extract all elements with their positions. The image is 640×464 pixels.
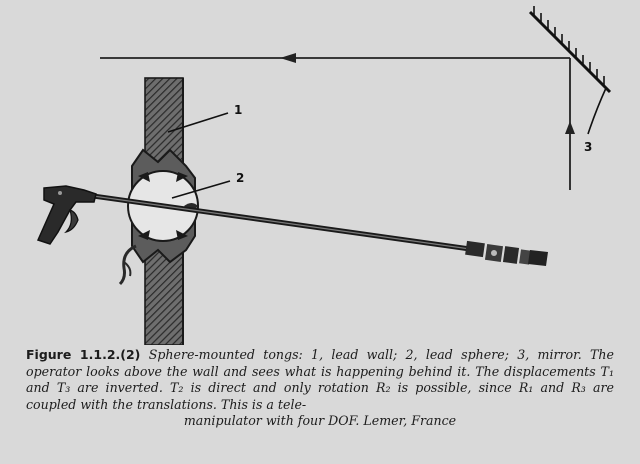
callout-3: 3 (584, 140, 593, 154)
caption-line-2: The operator looks above the wall and sees what is happening behind it. The (26, 347, 614, 379)
callout-2: 2 (236, 171, 245, 185)
caption-line-3: displacements T₁ and T₃ are inverted. T₂ is direct and only rotation R₂ is (26, 363, 614, 396)
callout-3-leader (588, 88, 606, 134)
figure-caption (26, 347, 614, 430)
caption-label: Figure 1.1.2.(2) (26, 347, 141, 362)
caption-line-4: possible, since R₁ and R₃ are coupled with the translations. This is a tele- (26, 380, 614, 412)
caption-line-1: Sphere-mounted tongs: 1, lead wall; 2, lead sphere; 3, mirror. (148, 347, 582, 362)
tong-jaws (465, 241, 548, 266)
callout-1: 1 (234, 103, 243, 117)
pistol-grip (38, 186, 96, 244)
caption-line-5: manipulator with four DOF. Lemer, France (183, 413, 457, 429)
